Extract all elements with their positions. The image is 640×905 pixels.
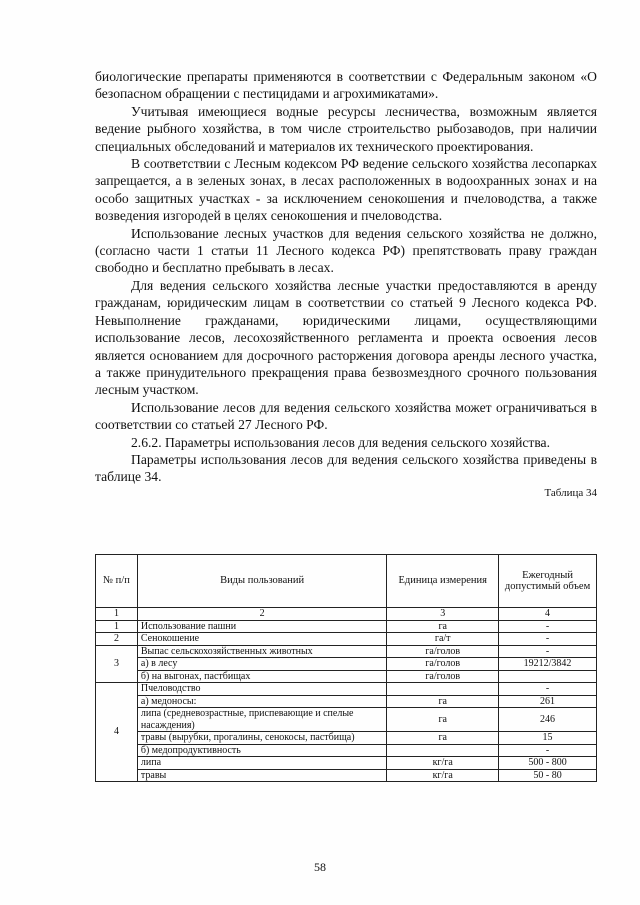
table-cell: Пчеловодство bbox=[137, 683, 386, 696]
page-number: 58 bbox=[314, 860, 326, 874]
table-row bbox=[96, 620, 597, 633]
table-cell: кг/га bbox=[387, 769, 499, 782]
header-volume: Ежегодный допустимый объем bbox=[499, 555, 597, 608]
table-cell: - bbox=[499, 633, 597, 646]
table-caption: Таблица 34 bbox=[544, 486, 597, 499]
table-cell: - bbox=[499, 683, 597, 696]
table-cell: липа (средневозрастные, приспевающие и спелые насаждения) bbox=[137, 708, 386, 732]
table-cell bbox=[387, 744, 499, 757]
table-cell: кг/га bbox=[387, 757, 499, 770]
table-cell: 4 bbox=[499, 608, 597, 621]
table-cell: 246 bbox=[499, 708, 597, 732]
table-cell bbox=[387, 683, 499, 696]
table-cell: 500 - 800 bbox=[499, 757, 597, 770]
table-cell: травы bbox=[137, 769, 386, 782]
table-cell: б) на выгонах, пастбищах bbox=[137, 670, 386, 683]
header-unit: Единица измерения bbox=[387, 555, 499, 608]
table-cell: травы (вырубки, прогалины, сенокосы, пастбища) bbox=[137, 732, 386, 745]
table-cell: 2 bbox=[137, 608, 386, 621]
table-row bbox=[96, 708, 597, 732]
table-cell: а) медоносы: bbox=[137, 695, 386, 708]
body-text bbox=[95, 68, 597, 500]
table-cell: - bbox=[499, 645, 597, 658]
table-cell: 2 bbox=[96, 633, 138, 646]
table-header-row bbox=[96, 555, 597, 608]
table-cell: - bbox=[499, 620, 597, 633]
table-row bbox=[96, 658, 597, 671]
table-34 bbox=[95, 554, 597, 782]
table-cell: 3 bbox=[387, 608, 499, 621]
table-row bbox=[96, 769, 597, 782]
paragraph: Для ведения сельского хозяйства лесные участки предоставляются в аренду гражданам, юридическим лицам в соответствии со статьей 9 Лесного кодекса РФ. Невыполнение гражданами, юридическими лицами, осуществляющими использование лесов, лесохозяйственного регламента и проекта освоения лесов является основанием для досрочного расторжения договора аренды лесного участка, а также принудительного прекращения права безвозмездного срочного пользования лесным участком. bbox=[95, 277, 597, 398]
table-cell: га bbox=[387, 695, 499, 708]
header-num: № п/п bbox=[96, 555, 138, 608]
section-heading: 2.6.2. Параметры использования лесов для ведения сельского хозяйства. bbox=[131, 434, 550, 450]
header-kind: Виды пользований bbox=[137, 555, 386, 608]
table-row bbox=[96, 732, 597, 745]
table-cell bbox=[499, 670, 597, 683]
table-cell: Использование пашни bbox=[137, 620, 386, 633]
table-cell: 1 bbox=[96, 620, 138, 633]
table-row bbox=[96, 633, 597, 646]
paragraph: Использование лесов для ведения сельского хозяйства может ограничиваться в соответствии со статьей 27 Лесного РФ. bbox=[95, 399, 597, 433]
paragraph: биологические препараты применяются в соответствии с Федеральным законом «О безопасном обращении с пестицидами и агрохимикатами». bbox=[95, 69, 597, 102]
table-cell: 261 bbox=[499, 695, 597, 708]
paragraph: В соответствии с Лесным кодексом РФ ведение сельского хозяйства лесопарках запрещается, а в зеленых зонах, в лесах расположенных в водоохранных зонах и на особо защитных участках - за исключением сенокошения и пчеловодства, а также возведения изгородей в целях сенокошения и пчеловодства. bbox=[95, 156, 597, 224]
table-cell: - bbox=[499, 744, 597, 757]
table-cell: 4 bbox=[96, 683, 138, 782]
table-row bbox=[96, 744, 597, 757]
table-cell: га/голов bbox=[387, 645, 499, 658]
table-cell: а) в лесу bbox=[137, 658, 386, 671]
table-row bbox=[96, 683, 597, 696]
table-cell: га bbox=[387, 620, 499, 633]
table-cell: Сенокошение bbox=[137, 633, 386, 646]
table-cell: га/голов bbox=[387, 670, 499, 683]
table-index-row bbox=[96, 608, 597, 621]
table-cell: 50 - 80 bbox=[499, 769, 597, 782]
table-cell: 15 bbox=[499, 732, 597, 745]
table-cell: б) медопродуктивность bbox=[137, 744, 386, 757]
table-cell: липа bbox=[137, 757, 386, 770]
paragraph: Использование лесных участков для ведения сельского хозяйства не должно, (согласно части 1 статьи 11 Лесного кодекса РФ) препятствовать праву граждан свободно и бесплатно пребывать в лесах. bbox=[95, 225, 597, 276]
table-row bbox=[96, 645, 597, 658]
table-row bbox=[96, 670, 597, 683]
table-row bbox=[96, 757, 597, 770]
table-cell: 19212/3842 bbox=[499, 658, 597, 671]
table-cell: га bbox=[387, 708, 499, 732]
table-row bbox=[96, 695, 597, 708]
table-cell: га/т bbox=[387, 633, 499, 646]
table-cell: Выпас сельскохозяйственных животных bbox=[137, 645, 386, 658]
table-cell: 1 bbox=[96, 608, 138, 621]
table-cell: га bbox=[387, 732, 499, 745]
paragraph: Параметры использования лесов для ведения сельского хозяйства приведены в таблице 34. bbox=[95, 451, 597, 485]
table-cell: 3 bbox=[96, 645, 138, 683]
paragraph: Учитывая имеющиеся водные ресурсы лесничества, возможным является ведение рыбного хозяйства, в том числе строительство рыбозаводов, при наличии специальных обследований и материалов их технического проектирования. bbox=[95, 103, 597, 154]
table-cell: га/голов bbox=[387, 658, 499, 671]
